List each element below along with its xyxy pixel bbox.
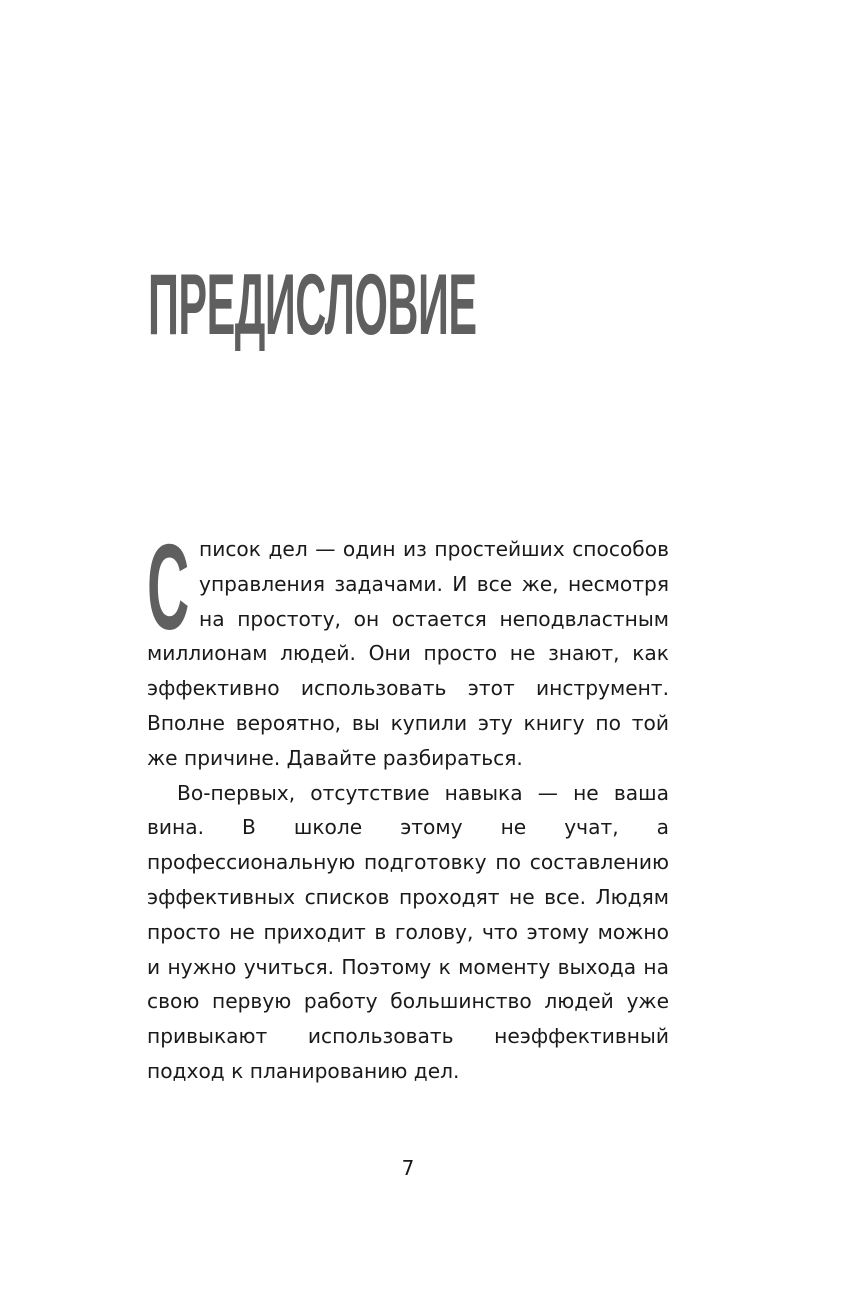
- page-title: ПРЕДИСЛОВИЕ: [148, 257, 477, 353]
- body-text: [147, 519, 669, 1089]
- drop-cap-letter: С: [147, 519, 190, 655]
- page-number: 7: [401, 1156, 415, 1180]
- paragraph-2: Во-первых, отсутствие навыка — не ваша вина. В школе этому не учат, а профессиональную подготовку по составлению эффективных списков проходят не все. Людям просто не приходит в голову, что этому можно и нужно учиться. Поэтому к моменту выхода на свою первую работу большинство людей уже привыкают использовать неэффективный подход к планированию дел.: [147, 780, 669, 1083]
- paragraph-1-text: писок дел — один из простейших способов управления задачами. И все же, несмотря на простоту, он остается неподвластным миллионам людей. Они просто не знают, как эффективно использовать этот инструмент. Вполне вероятно, вы купили эту книгу по той же причине. Давайте разбираться.: [147, 537, 669, 770]
- paragraph-1: [147, 519, 669, 776]
- drop-cap: [147, 519, 190, 655]
